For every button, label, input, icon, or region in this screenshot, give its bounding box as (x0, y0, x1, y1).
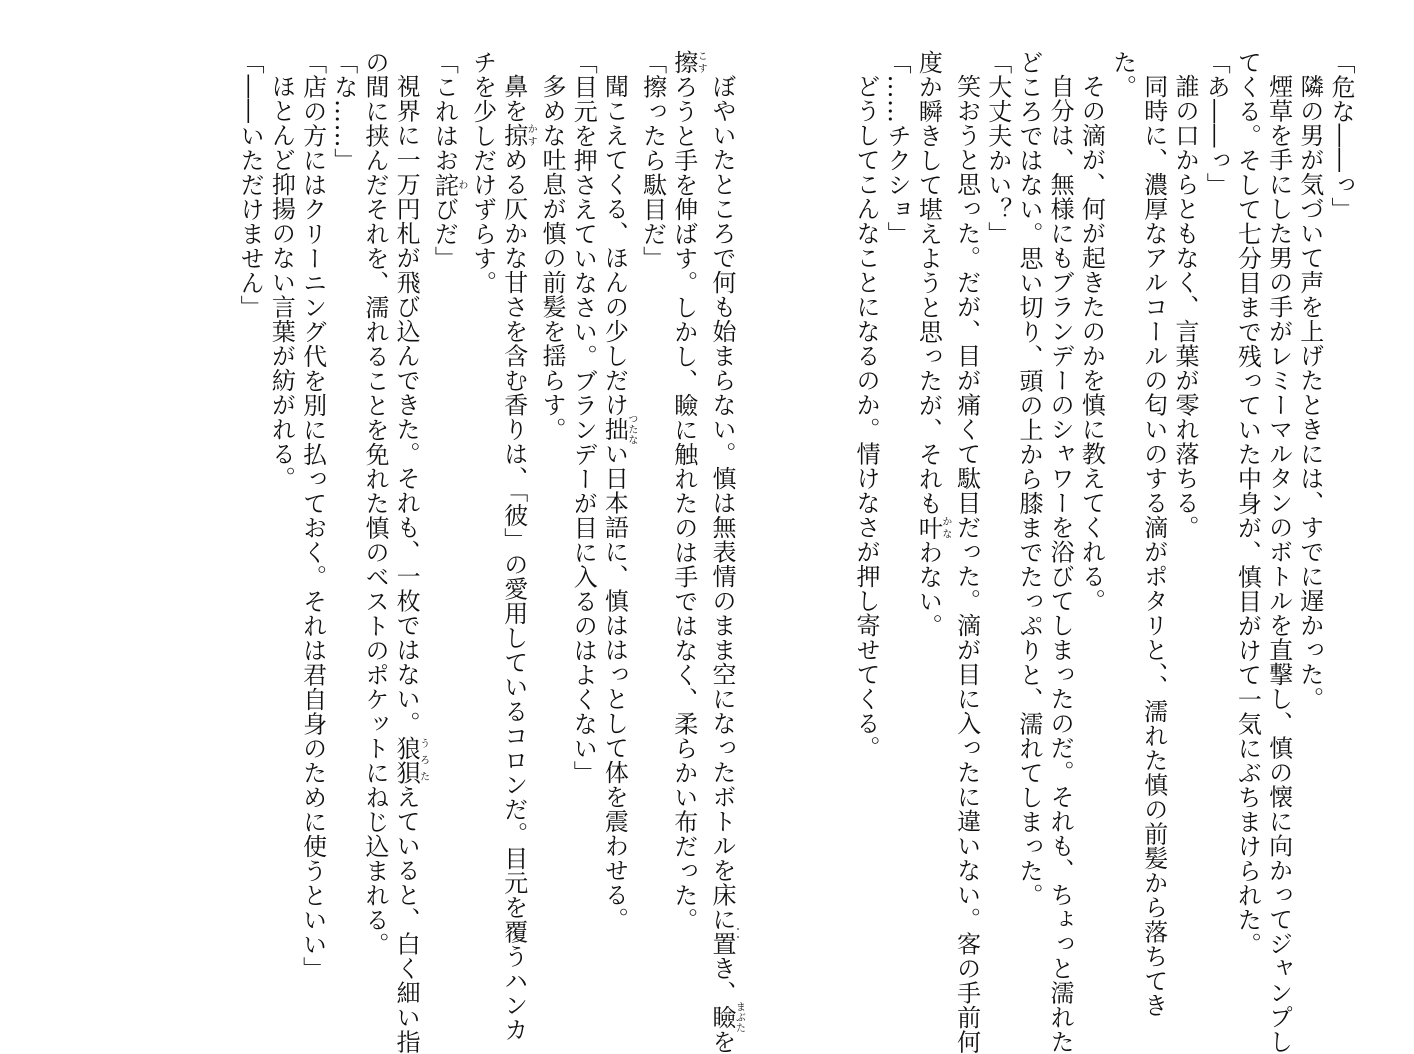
text-line: 度か瞬きして堪えようと思ったが、それも叶かなわない。 (914, 50, 951, 638)
ruby-text: うろた (417, 735, 429, 785)
text-line: 煙草を手にした男の手がレミーマルタンのボトルを直撃し、慎の懐に向かってジャンプし (1264, 74, 1293, 1054)
text-line: 擦こすろうと手を伸ばす。しかし、瞼に触れたのは手ではなく、柔らかい布だった。 (669, 50, 707, 932)
text-line: 「あ――っ」 (1202, 50, 1231, 197)
text-line: 「危な――っ」 (1327, 50, 1355, 222)
ruby-text: つたな (625, 413, 637, 445)
ruby-text: まぶた (733, 1001, 745, 1033)
left-page (124, 0, 745, 1054)
text-line: 「大丈夫かい？」 (983, 50, 1012, 246)
text-line: 多めな吐息が慎の前髪を揺らす。 (537, 74, 566, 442)
right-page-text (850, 50, 1356, 1054)
ruby-text: わ (455, 172, 467, 197)
text-line: 「目元を押さえていなさい。ブランデーが目に入るのはよくない」 (569, 50, 598, 785)
text-line: チを少しだけずらす。 (468, 50, 497, 295)
text-line: 聞こえてくる、ほんの少しだけ拙つたない日本語に、慎ははっとして体を震わせる。 (600, 74, 637, 932)
text-line: どうしてこんなことになるのか。情けなさが押し寄せてくる。 (851, 74, 880, 760)
text-line: 視界に一万円札が飛び込んできた。それも、一枚ではない。狼狽うろたえていると、白く細い指 (392, 74, 429, 1054)
text-line: の間に挟んだそれを、濡れることを免れた慎のベストのポケットにねじ込まれる。 (360, 50, 389, 957)
text-line: ほとんど抑揚のない言葉が紡がれる。 (267, 74, 296, 491)
ruby-text: かす (525, 123, 537, 148)
text-line: 鼻を掠かすめる仄かな甘さを含む香りは、「彼」の愛用しているコロンだ。目元を覆うハンカ (499, 74, 537, 1042)
text-line: 「店の方にはクリーニング代を別に払っておく。それは君自身のために使うといい」 (298, 50, 327, 981)
text-line: 「な……」 (329, 50, 358, 173)
left-page-text (234, 50, 745, 1054)
text-line: 笑おうと思った。だが、目が痛くて駄目だった。滴が目に入ったに違いない。客の手前何 (952, 74, 981, 1054)
text-line: 「擦ったら駄目だ」 (638, 50, 667, 271)
text-line: た。 (1108, 50, 1137, 99)
text-line: 自分は、無様にもブランデーのシャワーを浴びてしまったのだ。それも、ちょっと濡れた (1046, 74, 1075, 1054)
text-line: 同時に、濃厚なアルコールの匂いのする滴がポタリと、、濡れた慎の前髪から落ちてき (1139, 74, 1168, 1018)
text-line: 誰の口からともなく、言葉が零れ落ちる。 (1170, 74, 1199, 540)
text-line: てくる。そして七分目まで残っていた中身が、慎目がけて一気にぶちまけられた。 (1233, 50, 1262, 957)
ruby-text: こす (695, 50, 707, 75)
text-line: ぼやいたところで何も始まらない。慎は無表情のまま空になったボトルを床に置き、瞼まぶたを (708, 74, 745, 1054)
text-line: 「これはお詫わびだ」 (430, 50, 467, 271)
text-line: 隣の男が気づいて声を上げたときには、すでに遅かった。 (1295, 74, 1324, 711)
ruby-text: かな (939, 515, 951, 540)
text-line: どころではない。思い切り、頭の上から膝までたっぷりと、濡れてしまった。 (1014, 50, 1043, 908)
text-line: 「……チクショ」 (883, 50, 912, 246)
text-line: 「――いただけません」 (236, 50, 265, 320)
text-line: その滴が、何が起きたのかを慎に教えてくれる。 (1077, 74, 1106, 613)
